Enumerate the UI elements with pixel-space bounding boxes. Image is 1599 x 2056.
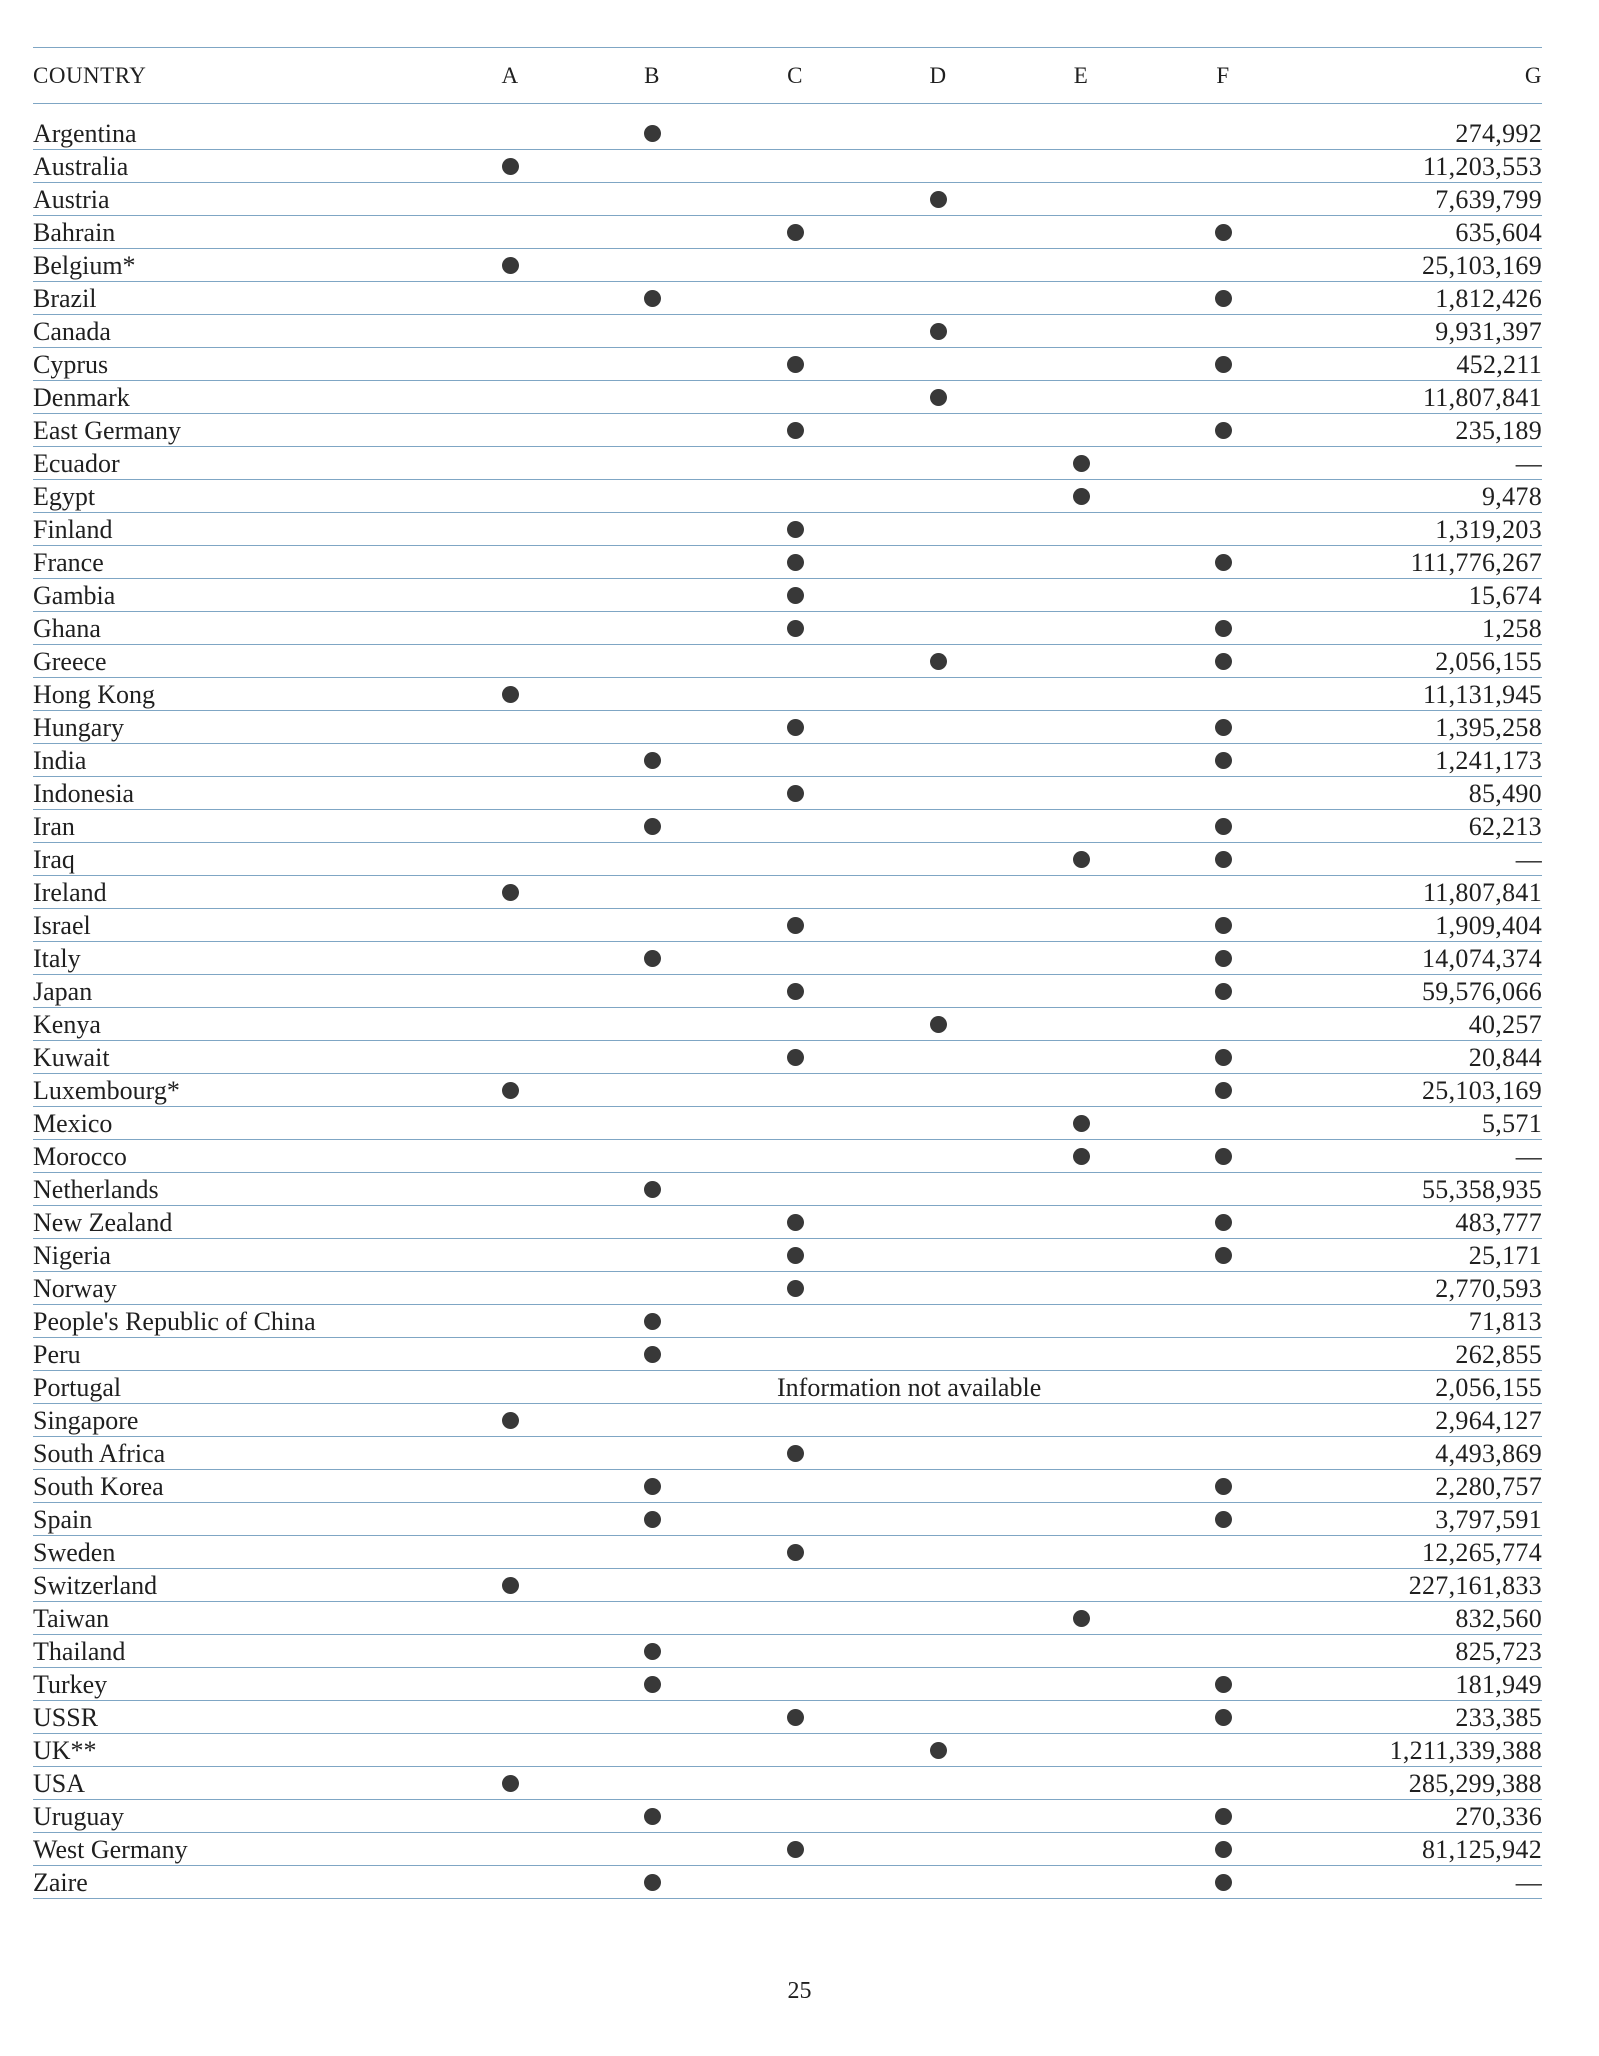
dot-col-c <box>787 422 804 439</box>
table-row <box>0 1503 1599 1536</box>
dot-col-b <box>644 1478 661 1495</box>
dot-col-b <box>644 752 661 769</box>
col-g-value: 2,770,593 <box>1435 1274 1542 1303</box>
header-col-a: A <box>501 63 519 88</box>
dot-col-f <box>1215 290 1232 307</box>
dot-col-b <box>644 1181 661 1198</box>
col-g-value: 11,807,841 <box>1422 383 1542 412</box>
table-header <box>0 58 1599 94</box>
country-name: Denmark <box>33 383 130 412</box>
table-row <box>0 1206 1599 1239</box>
table-row <box>0 1173 1599 1206</box>
country-name: Singapore <box>33 1406 139 1435</box>
dot-col-f <box>1215 1082 1232 1099</box>
dot-col-f <box>1215 1874 1232 1891</box>
dot-col-b <box>644 125 661 142</box>
dot-col-c <box>787 620 804 637</box>
country-name: Bahrain <box>33 218 116 247</box>
col-g-value: 11,203,553 <box>1422 152 1542 181</box>
col-g-value: 274,992 <box>1455 119 1542 148</box>
col-g-value: 235,189 <box>1455 416 1542 445</box>
dot-col-b <box>644 1511 661 1528</box>
table-row <box>0 711 1599 744</box>
col-g-value: 2,964,127 <box>1435 1406 1542 1435</box>
table-row <box>0 678 1599 711</box>
col-g-value: 12,265,774 <box>1422 1538 1542 1567</box>
dot-col-c <box>787 983 804 1000</box>
col-g-value: 25,103,169 <box>1422 1076 1542 1105</box>
dot-col-e <box>1073 1148 1090 1165</box>
col-g-value: 1,241,173 <box>1435 746 1542 775</box>
table-row <box>0 810 1599 843</box>
col-g-value: 1,258 <box>1482 614 1542 643</box>
dot-col-f <box>1215 422 1232 439</box>
col-g-value: 111,776,267 <box>1410 548 1542 577</box>
table-row <box>0 315 1599 348</box>
col-g-value: 1,395,258 <box>1435 713 1542 742</box>
table-row <box>0 183 1599 216</box>
col-g-value: — <box>1515 449 1542 478</box>
country-name: Ecuador <box>33 449 120 478</box>
dot-col-b <box>644 1676 661 1693</box>
col-g-value: 9,931,397 <box>1435 317 1542 346</box>
header-country: COUNTRY <box>33 63 147 88</box>
table-row <box>0 513 1599 546</box>
dot-col-f <box>1215 1478 1232 1495</box>
country-name: Luxembourg* <box>33 1076 180 1105</box>
dot-col-d <box>930 1742 947 1759</box>
country-name: UK** <box>33 1736 97 1765</box>
info-note: Information not available <box>777 1373 1042 1402</box>
col-g-value: 40,257 <box>1468 1010 1542 1039</box>
dot-col-f <box>1215 1148 1232 1165</box>
dot-col-f <box>1215 1511 1232 1528</box>
table-row <box>0 876 1599 909</box>
col-g-value: — <box>1515 1868 1542 1897</box>
table-row <box>0 843 1599 876</box>
col-g-value: 181,949 <box>1455 1670 1542 1699</box>
dot-col-c <box>787 785 804 802</box>
dot-col-f <box>1215 1214 1232 1231</box>
col-g-value: 14,074,374 <box>1422 944 1542 973</box>
country-name: Sweden <box>33 1538 116 1567</box>
table-row <box>0 1107 1599 1140</box>
table-row <box>0 1800 1599 1833</box>
dot-col-f <box>1215 1709 1232 1726</box>
col-g-value: 59,576,066 <box>1422 977 1542 1006</box>
dot-col-f <box>1215 653 1232 670</box>
col-g-value: 2,056,155 <box>1435 1373 1542 1402</box>
dot-col-b <box>644 290 661 307</box>
col-g-value: 7,639,799 <box>1435 185 1542 214</box>
col-g-value: 452,211 <box>1456 350 1542 379</box>
dot-col-f <box>1215 950 1232 967</box>
header-col-d: D <box>929 63 947 88</box>
country-name: Hungary <box>33 713 124 742</box>
country-name: Thailand <box>33 1637 126 1666</box>
dot-col-b <box>644 1808 661 1825</box>
col-g-value: 25,171 <box>1468 1241 1542 1270</box>
table-row <box>0 1008 1599 1041</box>
dot-col-b <box>644 1874 661 1891</box>
table-row <box>0 1338 1599 1371</box>
country-name: Ireland <box>33 878 107 907</box>
col-g-value: 3,797,591 <box>1435 1505 1542 1534</box>
dot-col-f <box>1215 1808 1232 1825</box>
country-name: Australia <box>33 152 129 181</box>
table-row <box>0 1305 1599 1338</box>
table-row <box>0 282 1599 315</box>
col-g-value: 11,807,841 <box>1422 878 1542 907</box>
dot-col-c <box>787 1841 804 1858</box>
country-name: Spain <box>33 1505 93 1534</box>
country-name: Argentina <box>33 119 137 148</box>
country-name: Iran <box>33 812 75 841</box>
dot-col-f <box>1215 1841 1232 1858</box>
country-name: France <box>33 548 104 577</box>
country-name: Zaire <box>33 1868 88 1897</box>
dot-col-c <box>787 1214 804 1231</box>
col-g-value: 635,604 <box>1455 218 1542 247</box>
country-name: Belgium* <box>33 251 136 280</box>
col-g-value: 483,777 <box>1455 1208 1542 1237</box>
dot-col-f <box>1215 818 1232 835</box>
dot-col-d <box>930 1016 947 1033</box>
country-name: Cyprus <box>33 350 109 379</box>
dot-col-c <box>787 587 804 604</box>
dot-col-e <box>1073 851 1090 868</box>
col-g-value: 233,385 <box>1455 1703 1542 1732</box>
col-g-value: 825,723 <box>1455 1637 1542 1666</box>
table-row <box>0 1041 1599 1074</box>
dot-col-e <box>1073 455 1090 472</box>
dot-col-f <box>1215 224 1232 241</box>
col-g-value: 25,103,169 <box>1422 251 1542 280</box>
dot-col-f <box>1215 719 1232 736</box>
country-name: East Germany <box>33 416 182 445</box>
dot-col-a <box>502 1775 519 1792</box>
table-row <box>0 381 1599 414</box>
table-row <box>0 1635 1599 1668</box>
col-g-value: 20,844 <box>1468 1043 1542 1072</box>
col-g-value: 85,490 <box>1468 779 1542 808</box>
col-g-value: 2,056,155 <box>1435 647 1542 676</box>
dot-col-a <box>502 158 519 175</box>
col-g-value: 62,213 <box>1468 812 1542 841</box>
table-row <box>0 1371 1599 1404</box>
dot-col-f <box>1215 620 1232 637</box>
table-row <box>0 612 1599 645</box>
dot-col-f <box>1215 851 1232 868</box>
country-name: Finland <box>33 515 113 544</box>
col-g-value: 285,299,388 <box>1408 1769 1542 1798</box>
country-name: Kenya <box>33 1010 101 1039</box>
country-name: Italy <box>33 944 81 973</box>
country-name: Israel <box>33 911 91 940</box>
country-name: Hong Kong <box>33 680 156 709</box>
country-name: Greece <box>33 647 107 676</box>
table-row <box>0 1866 1599 1899</box>
table-row <box>0 216 1599 249</box>
country-name: Kuwait <box>33 1043 110 1072</box>
country-name: Uruguay <box>33 1802 124 1831</box>
dot-col-b <box>644 950 661 967</box>
col-g-value: 1,812,426 <box>1435 284 1542 313</box>
col-g-value: 5,571 <box>1482 1109 1542 1138</box>
table-row <box>0 249 1599 282</box>
col-g-value: 270,336 <box>1455 1802 1542 1831</box>
country-name: India <box>33 746 87 775</box>
country-name: Ghana <box>33 614 101 643</box>
country-name: West Germany <box>33 1835 188 1864</box>
col-g-value: 11,131,945 <box>1422 680 1542 709</box>
header-col-f: F <box>1216 63 1230 88</box>
col-g-value: 832,560 <box>1455 1604 1542 1633</box>
dot-col-b <box>644 1346 661 1363</box>
country-name: USSR <box>33 1703 99 1732</box>
dot-col-a <box>502 686 519 703</box>
row-rule <box>33 1898 1542 1899</box>
table-row <box>0 909 1599 942</box>
table-row <box>0 1140 1599 1173</box>
dot-col-e <box>1073 488 1090 505</box>
table-row <box>0 1767 1599 1800</box>
dot-col-a <box>502 1412 519 1429</box>
table-row <box>0 1833 1599 1866</box>
dot-col-c <box>787 224 804 241</box>
country-name: Nigeria <box>33 1241 111 1270</box>
dot-col-c <box>787 719 804 736</box>
col-g-value: 1,909,404 <box>1435 911 1542 940</box>
country-name: Iraq <box>33 845 75 874</box>
table-row <box>0 1239 1599 1272</box>
page-number: 25 <box>787 1978 812 2004</box>
header-col-b: B <box>644 63 660 88</box>
country-name: Austria <box>33 185 110 214</box>
dot-col-c <box>787 917 804 934</box>
table-row <box>0 777 1599 810</box>
dot-col-f <box>1215 356 1232 373</box>
table-row <box>0 1734 1599 1767</box>
dot-col-a <box>502 1577 519 1594</box>
col-g-value: 81,125,942 <box>1422 1835 1542 1864</box>
country-name: Peru <box>33 1340 81 1369</box>
dot-col-a <box>502 884 519 901</box>
country-name: Norway <box>33 1274 117 1303</box>
table-row <box>0 546 1599 579</box>
dot-col-d <box>930 191 947 208</box>
table-row <box>0 1437 1599 1470</box>
header-rule <box>33 103 1542 104</box>
dot-col-e <box>1073 1115 1090 1132</box>
table-row <box>0 1536 1599 1569</box>
country-name: Gambia <box>33 581 116 610</box>
dot-col-e <box>1073 1610 1090 1627</box>
table-row <box>0 645 1599 678</box>
country-name: Switzerland <box>33 1571 158 1600</box>
country-name: USA <box>33 1769 86 1798</box>
dot-col-f <box>1215 917 1232 934</box>
table-row <box>0 1569 1599 1602</box>
top-rule <box>33 47 1542 48</box>
table-row <box>0 150 1599 183</box>
dot-col-f <box>1215 554 1232 571</box>
col-g-value: — <box>1515 1142 1542 1171</box>
country-name: Turkey <box>33 1670 108 1699</box>
table-row <box>0 744 1599 777</box>
dot-col-d <box>930 323 947 340</box>
table-row <box>0 1668 1599 1701</box>
header-col-e: E <box>1073 63 1089 88</box>
table-row <box>0 414 1599 447</box>
country-name: New Zealand <box>33 1208 173 1237</box>
col-g-value: 55,358,935 <box>1422 1175 1542 1204</box>
country-name: Taiwan <box>33 1604 110 1633</box>
table-row <box>0 1404 1599 1437</box>
table-row <box>0 117 1599 150</box>
table-row <box>0 579 1599 612</box>
dot-col-f <box>1215 1247 1232 1264</box>
dot-col-b <box>644 818 661 835</box>
dot-col-b <box>644 1313 661 1330</box>
country-name: Canada <box>33 317 111 346</box>
header-col-g: G <box>1524 63 1542 88</box>
dot-col-c <box>787 1280 804 1297</box>
country-name: Mexico <box>33 1109 113 1138</box>
dot-col-c <box>787 356 804 373</box>
table-row <box>0 480 1599 513</box>
dot-col-b <box>644 1643 661 1660</box>
dot-col-f <box>1215 1676 1232 1693</box>
dot-col-f <box>1215 1049 1232 1066</box>
table-row <box>0 1272 1599 1305</box>
country-name: South Korea <box>33 1472 164 1501</box>
country-name: Netherlands <box>33 1175 159 1204</box>
dot-col-c <box>787 1049 804 1066</box>
col-g-value: 9,478 <box>1482 482 1542 511</box>
col-g-value: 1,211,339,388 <box>1389 1736 1542 1765</box>
table-row <box>0 348 1599 381</box>
table-row <box>0 942 1599 975</box>
col-g-value: 227,161,833 <box>1408 1571 1542 1600</box>
dot-col-f <box>1215 752 1232 769</box>
table-row <box>0 1602 1599 1635</box>
col-g-value: 71,813 <box>1468 1307 1542 1336</box>
col-g-value: 1,319,203 <box>1435 515 1542 544</box>
country-name: Egypt <box>33 482 96 511</box>
dot-col-a <box>502 257 519 274</box>
dot-col-d <box>930 389 947 406</box>
country-name: People's Republic of China <box>33 1307 316 1336</box>
col-g-value: — <box>1515 845 1542 874</box>
header-col-c: C <box>787 63 803 88</box>
col-g-value: 4,493,869 <box>1435 1439 1542 1468</box>
country-name: Brazil <box>33 284 97 313</box>
dot-col-c <box>787 521 804 538</box>
dot-col-a <box>502 1082 519 1099</box>
country-name: Japan <box>33 977 93 1006</box>
table-row <box>0 975 1599 1008</box>
dot-col-c <box>787 1445 804 1462</box>
dot-col-c <box>787 1544 804 1561</box>
table-row <box>0 1470 1599 1503</box>
dot-col-c <box>787 554 804 571</box>
dot-col-f <box>1215 983 1232 1000</box>
country-name: South Africa <box>33 1439 166 1468</box>
country-name: Morocco <box>33 1142 127 1171</box>
table-row <box>0 1074 1599 1107</box>
dot-col-c <box>787 1247 804 1264</box>
col-g-value: 2,280,757 <box>1435 1472 1542 1501</box>
country-name: Portugal <box>33 1373 122 1402</box>
country-name: Indonesia <box>33 779 135 808</box>
col-g-value: 262,855 <box>1455 1340 1542 1369</box>
dot-col-d <box>930 653 947 670</box>
dot-col-c <box>787 1709 804 1726</box>
table-row <box>0 447 1599 480</box>
col-g-value: 15,674 <box>1468 581 1542 610</box>
table-row <box>0 1701 1599 1734</box>
